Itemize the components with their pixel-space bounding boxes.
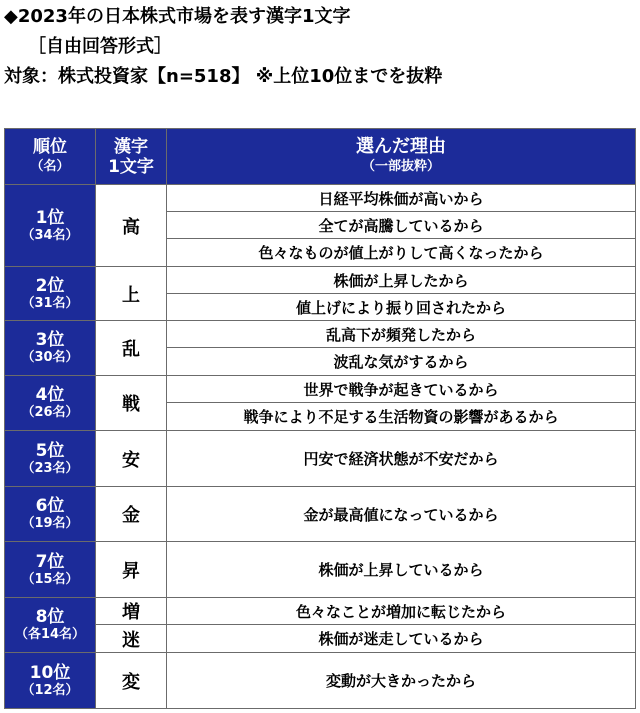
header-reason <box>167 129 636 185</box>
table-row <box>5 542 636 598</box>
page-subtitle: ［自由回答形式］ <box>28 36 172 57</box>
header-kanji-line2: 1文字 <box>108 156 154 177</box>
rank-cell <box>5 598 96 653</box>
reason-cell: 値上げにより振り回されたから <box>167 294 636 321</box>
reason-cell: 変動が大きかったから <box>167 653 636 709</box>
rank-label: 5位 <box>35 440 65 461</box>
rank-count: （15名） <box>21 571 79 587</box>
rank-count: （各14名） <box>14 627 86 642</box>
rank-label: 8位 <box>35 607 65 627</box>
reason-cell: 日経平均株価が高いから <box>167 185 636 212</box>
rank-label: 10位 <box>29 662 71 683</box>
table-row <box>5 431 636 487</box>
rank-cell <box>5 542 96 598</box>
rank-label: 4位 <box>35 385 65 405</box>
reason-cell: 株価が迷走しているから <box>167 625 636 653</box>
rank-cell <box>5 653 96 709</box>
reason-cell: 全てが高騰しているから <box>167 212 636 239</box>
header-row <box>5 129 636 185</box>
kanji-cell: 乱 <box>96 321 167 376</box>
reason-cell: 世界で戦争が起きているから <box>167 376 636 403</box>
table-row <box>5 185 636 212</box>
kanji-cell: 変 <box>96 653 167 709</box>
table-row <box>5 376 636 403</box>
table-row <box>5 653 636 709</box>
rank-count: （12名） <box>21 682 79 698</box>
kanji-cell: 安 <box>96 431 167 487</box>
rank-count: （34名） <box>21 227 79 243</box>
reason-cell: 円安で経済状態が不安だから <box>167 431 636 487</box>
rank-cell <box>5 431 96 487</box>
ranking-table <box>4 128 636 709</box>
table-row <box>5 487 636 542</box>
reason-cell: 株価が上昇したから <box>167 267 636 294</box>
header-kanji <box>96 129 167 185</box>
reason-cell: 乱高下が頻発したから <box>167 321 636 348</box>
rank-count: （31名） <box>21 295 79 311</box>
rank-cell <box>5 321 96 376</box>
kanji-cell: 迷 <box>96 625 167 653</box>
kanji-cell: 上 <box>96 267 167 321</box>
reason-cell: 色々なものが値上がりして高くなったから <box>167 239 636 267</box>
header-reason-label: 選んだ理由 <box>356 135 446 157</box>
rank-label: 6位 <box>35 496 65 516</box>
reason-cell: 波乱な気がするから <box>167 348 636 376</box>
reason-cell: 金が最高値になっているから <box>167 487 636 542</box>
reason-cell: 株価が上昇しているから <box>167 542 636 598</box>
rank-label: 3位 <box>35 330 65 350</box>
header-rank-label: 順位 <box>33 136 67 157</box>
kanji-cell: 昇 <box>96 542 167 598</box>
survey-target: 対象：株式投資家【n=518】 ※上位10位までを抜粋 <box>4 66 443 87</box>
rank-cell <box>5 185 96 267</box>
table-row <box>5 625 636 653</box>
kanji-cell: 増 <box>96 598 167 625</box>
header-rank <box>5 129 96 185</box>
table-row <box>5 321 636 348</box>
rank-count: （26名） <box>21 405 79 420</box>
header-rank-sub: （名） <box>30 158 70 174</box>
rank-cell <box>5 267 96 321</box>
table-row <box>5 598 636 625</box>
rank-count: （19名） <box>21 516 79 531</box>
header-reason-sub: （一部抜粋） <box>361 158 440 174</box>
header-kanji-line1: 漢字 <box>114 136 148 157</box>
kanji-cell: 金 <box>96 487 167 542</box>
page-title: ◆2023年の日本株式市場を表す漢字1文字 <box>4 6 351 27</box>
rank-count: （23名） <box>21 460 79 476</box>
rank-label: 1位 <box>35 207 65 228</box>
reason-cell: 色々なことが増加に転じたから <box>167 598 636 625</box>
kanji-cell: 戦 <box>96 376 167 431</box>
kanji-cell: 高 <box>96 185 167 267</box>
rank-label: 2位 <box>35 275 65 296</box>
reason-cell: 戦争により不足する生活物資の影響があるから <box>167 403 636 431</box>
table-row <box>5 267 636 294</box>
rank-label: 7位 <box>35 551 65 572</box>
rank-cell <box>5 487 96 542</box>
rank-cell <box>5 376 96 431</box>
rank-count: （30名） <box>21 350 79 365</box>
